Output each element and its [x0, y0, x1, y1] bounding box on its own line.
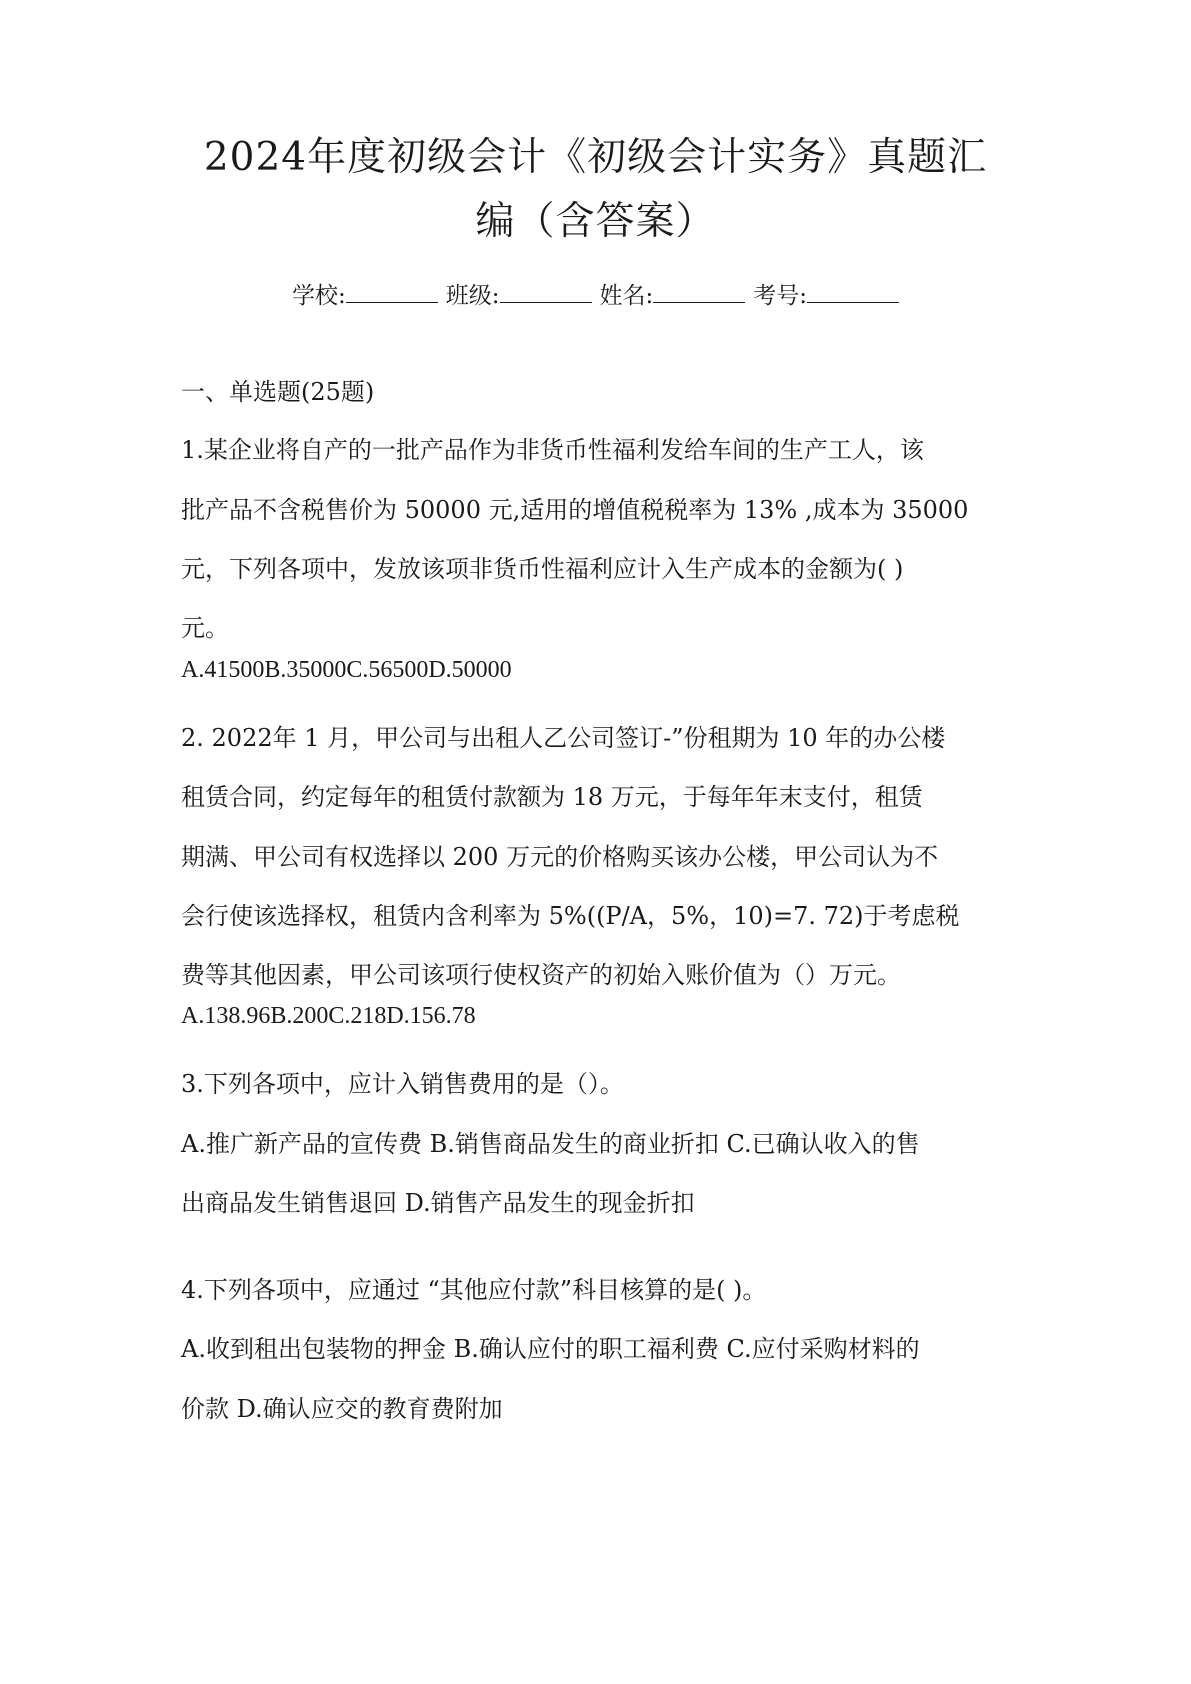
- question-3-line-2: A.推广新产品的宣传费 B.销售商品发生的商业折扣 C.已确认收入的售: [181, 1130, 920, 1158]
- question-2-line-3: 期满、甲公司有权选择以 200 万元的价格购买该办公楼，甲公司认为不: [181, 843, 939, 871]
- document-title-line-2: 编（含答案）: [475, 199, 716, 244]
- question-2-line-2: 租赁合同，约定每年的租赁付款额为 18 万元，于每年年末支付，租赁: [181, 783, 923, 811]
- question-1-line-4: 元。: [181, 614, 229, 642]
- class-blank: [500, 278, 592, 303]
- class-label: 班级:: [445, 283, 500, 309]
- question-2-line-4: 会行使该选择权，租赁内含利率为 5%((P/A，5%，10)=7. 72)于考虑税: [181, 902, 960, 930]
- question-1-line-1: 1.某企业将自产的一批产品作为非货币性福利发给车间的生产工人，该: [181, 436, 924, 464]
- question-2-line-5: 费等其他因素，甲公司该项行使权资产的初始入账价值为（）万元。: [181, 961, 901, 989]
- section-heading: 一、单选题(25题): [181, 378, 375, 406]
- exam-no-blank: [807, 278, 899, 303]
- question-1-options: A.41500B.35000C.56500D.50000: [181, 657, 512, 683]
- question-2-options: A.138.96B.200C.218D.156.78: [181, 1003, 476, 1029]
- question-1-line-2: 批产品不含税售价为 50000 元,适用的增值税税率为 13% ,成本为 35000: [181, 496, 969, 524]
- question-1-line-3: 元，下列各项中，发放该项非货币性福利应计入生产成本的金额为( ): [181, 555, 904, 583]
- student-info-row: [150, 276, 1041, 316]
- question-3-line-1: 3.下列各项中，应计入销售费用的是（）。: [181, 1070, 624, 1098]
- question-3-line-3: 出商品发生销售退回 D.销售产品发生的现金折扣: [181, 1189, 695, 1217]
- question-4-line-1: 4.下列各项中，应通过 “其他应付款”科目核算的是( )。: [181, 1276, 767, 1304]
- name-blank: [653, 278, 745, 303]
- question-4-line-3: 价款 D.确认应交的教育费附加: [181, 1395, 503, 1423]
- exam-no-label: 考号:: [753, 283, 807, 309]
- school-label: 学校:: [292, 283, 346, 309]
- school-blank: [346, 278, 438, 303]
- question-2-line-1: 2. 2022年 1 月，甲公司与出租人乙公司签订-”份租期为 10 年的办公楼: [181, 724, 946, 752]
- document-title-line-1: 2024年度初级会计《初级会计实务》真题汇: [203, 135, 988, 180]
- name-label: 姓名:: [599, 283, 654, 309]
- question-4-line-2: A.收到租出包装物的押金 B.确认应付的职工福利费 C.应付采购材料的: [181, 1335, 920, 1363]
